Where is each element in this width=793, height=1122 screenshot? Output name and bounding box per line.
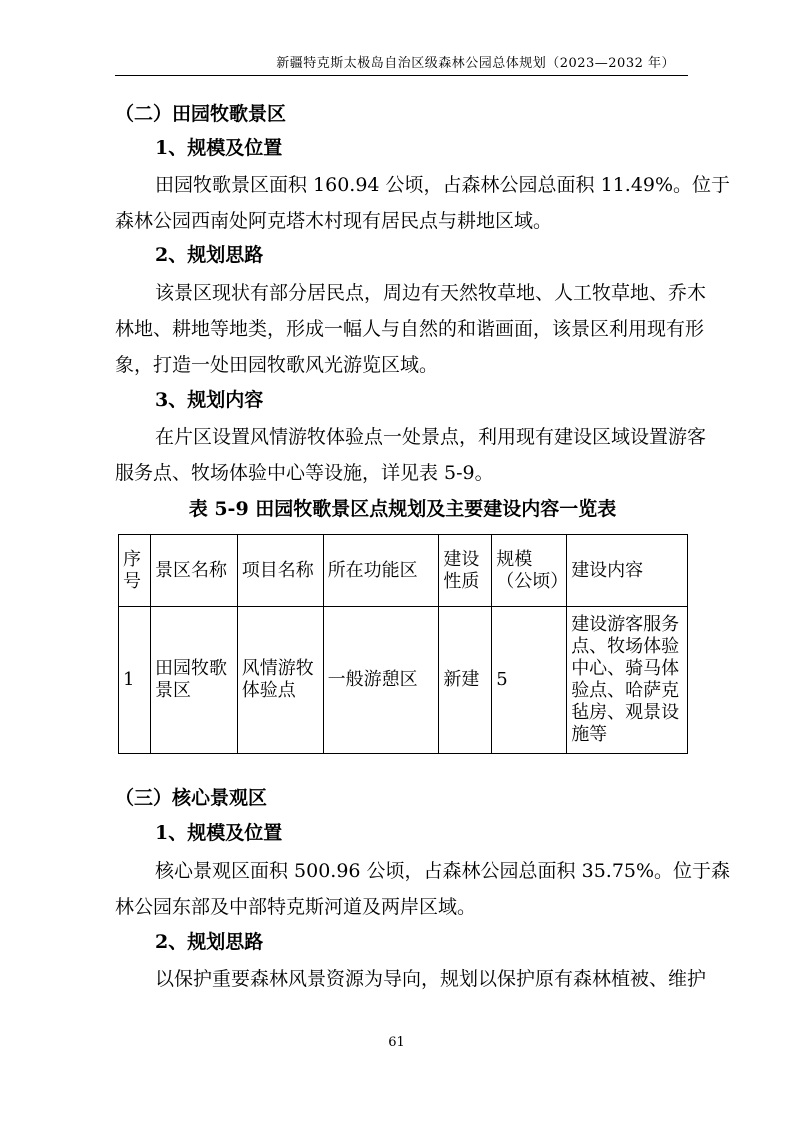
table-header-cell: 规模（公顷） bbox=[492, 535, 567, 607]
table-header-cell: 项目名称 bbox=[237, 535, 323, 607]
paragraph-line: 在片区设置风情游牧体验点一处景点，利用现有建设区域设置游客 bbox=[155, 426, 707, 448]
table-header-cell: 建设内容 bbox=[567, 535, 688, 607]
table-header-cell: 建设性质 bbox=[439, 535, 492, 607]
table-cell: 田园牧歌景区 bbox=[150, 607, 237, 754]
table-cell: 风情游牧体验点 bbox=[237, 607, 323, 754]
table-cell: 5 bbox=[492, 607, 567, 754]
paragraph-line: 森林公园西南处阿克塔木村现有居民点与耕地区域。 bbox=[115, 210, 553, 232]
paragraph-line: 核心景观区面积 500.96 公顷，占森林公园总面积 35.75%。位于森 bbox=[155, 860, 731, 882]
table-cell: 新建 bbox=[439, 607, 492, 754]
subsection-title: 1、规模及位置 bbox=[155, 822, 283, 844]
section-heading-3: （三）核心景观区 bbox=[115, 787, 268, 809]
running-header: 新疆特克斯太极岛自治区级森林公园总体规划（2023—2032 年） bbox=[276, 56, 675, 71]
paragraph-line: 服务点、牧场体验中心等设施，详见表 5-9。 bbox=[115, 462, 494, 484]
paragraph-line: 以保护重要森林风景资源为导向，规划以保护原有森林植被、维护 bbox=[155, 968, 707, 990]
table-row bbox=[119, 607, 688, 754]
paragraph-line: 象，打造一处田园牧歌风光游览区域。 bbox=[115, 354, 439, 376]
subsection-title: 2、规划思路 bbox=[155, 931, 264, 953]
planning-table bbox=[118, 534, 688, 754]
header-rule bbox=[115, 75, 688, 76]
table-cell: 一般游憩区 bbox=[323, 607, 439, 754]
paragraph-line: 林公园东部及中部特克斯河道及两岸区域。 bbox=[115, 896, 477, 918]
paragraph-line: 林地、耕地等地类，形成一幅人与自然的和谐画面，该景区利用现有形 bbox=[115, 318, 705, 340]
table-header-cell: 序号 bbox=[119, 535, 151, 607]
page-number: 61 bbox=[388, 1035, 405, 1050]
table-header-row bbox=[119, 535, 688, 607]
paragraph-line: 田园牧歌景区面积 160.94 公顷，占森林公园总面积 11.49%。位于 bbox=[155, 174, 731, 196]
subsection-title: 3、规划内容 bbox=[155, 389, 264, 411]
table-cell: 1 bbox=[119, 607, 151, 754]
subsection-title: 1、规模及位置 bbox=[155, 137, 283, 159]
table-header-cell: 景区名称 bbox=[150, 535, 237, 607]
paragraph-line: 该景区现状有部分居民点，周边有天然牧草地、人工牧草地、乔木 bbox=[155, 282, 707, 304]
section-heading-2: （二）田园牧歌景区 bbox=[115, 103, 287, 125]
table-cell: 建设游客服务点、牧场体验中心、骑马体验点、哈萨克毡房、观景设施等 bbox=[567, 607, 688, 754]
table-header-cell: 所在功能区 bbox=[323, 535, 439, 607]
subsection-title: 2、规划思路 bbox=[155, 244, 264, 266]
table-caption: 表 5-9 田园牧歌景区点规划及主要建设内容一览表 bbox=[188, 498, 617, 520]
